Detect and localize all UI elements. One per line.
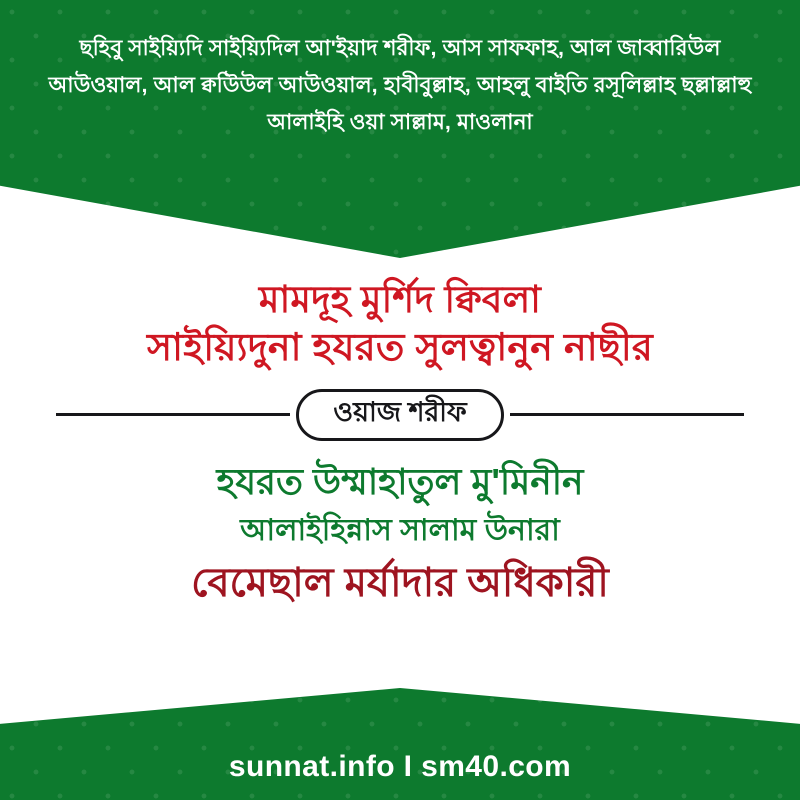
section-divider — [0, 389, 800, 441]
headline-line-2: সাইয়্যিদুনা হযরত সুলত্বানুন নাছীর — [146, 327, 654, 370]
headline-line-1: মামদূহ মুর্শিদ ক্বিবলা — [258, 279, 542, 320]
poster-main-content — [0, 262, 800, 692]
subject-line-1: হযরত উম্মাহাতুল মু'মিনীন — [216, 460, 584, 502]
footer-website-text: sunnat.info I sm40.com — [228, 750, 572, 783]
divider-rule-left — [56, 413, 290, 416]
divider-rule-right — [510, 413, 744, 416]
waz-sharif-pill-label: ওয়াজ শরীফ — [296, 389, 504, 441]
subject-line-3: বেমেছাল মর্যাদার অধিকারী — [191, 561, 609, 606]
subject-line-2: আলাইহিন্নাস সালাম উনারা — [240, 513, 560, 547]
top-banner-title: ছহিবু সাইয়্যিদি সাইয়্যিদিল আ'ইয়াদ শরীফ, আস সাফফাহ, আল জাব্বারিউল আউওয়াল, আল ক্বউিউল আউওয়াল, হাবীবুল্লাহ, আহলু বাইতি রসূলিল্লাহ ছল্লাল্লাহু আলাইহি ওয়া সাল্লাম, মাওলানা — [48, 36, 752, 134]
